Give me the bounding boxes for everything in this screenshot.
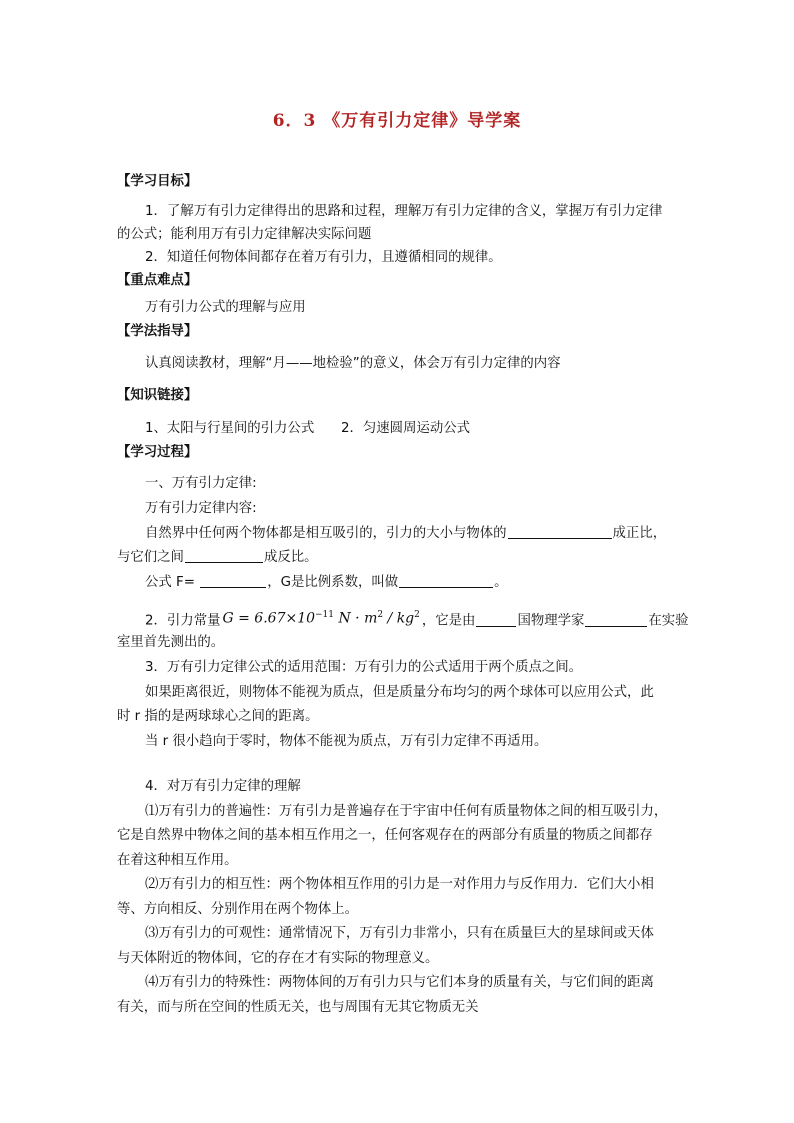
law-sentence-text-b: 成正比， <box>612 526 667 541</box>
understanding-1-line-2: 它是自然界中物体之间的基本相互作用之一，任何客观存在的两部分有质量的物质之间都存 <box>117 828 653 843</box>
link-text: 1、太阳与行星间的引力公式 2．匀速圆周运动公式 <box>145 421 471 436</box>
scope-2-line-2: 时 r 指的是两球球心之间的距离。 <box>117 709 319 724</box>
formula-label: 公式 F= <box>145 575 195 590</box>
blank-constant-name-field[interactable] <box>399 573 493 588</box>
formula-g-value: G = 6.67×10 <box>222 610 316 627</box>
blank-country-field[interactable] <box>476 612 516 627</box>
blank-distance-field[interactable] <box>185 548 263 563</box>
law-content-label: 万有引力定律内容: <box>145 501 257 516</box>
understanding-4-line-1: ⑷万有引力的特殊性：两物体间的万有引力只与它们本身的质量有关，与它们间的距离 <box>145 975 654 990</box>
section-heading-process: 【学习过程】 <box>117 445 198 460</box>
law-sentence-text-c: 与它们之间 <box>117 550 184 565</box>
understanding-1-line-3: 在着这种相互作用。 <box>117 853 238 868</box>
understanding-2-line-2: 等、方向相反、分别作用在两个物体上。 <box>117 902 359 917</box>
understanding-heading: 4．对万有引力定律的理解 <box>145 779 301 794</box>
document-title: 6．3 《万有引力定律》导学案 <box>272 111 522 131</box>
section-heading-link: 【知识链接】 <box>117 388 198 403</box>
formula-g-text: ，G是比例系数，叫做 <box>267 575 399 590</box>
constant-text-b: ，它是由 <box>421 613 476 629</box>
key-text: 万有引力公式的理解与应用 <box>145 300 306 315</box>
goal-1-line-2: 的公式；能利用万有引力定律解决实际问题 <box>117 227 372 242</box>
blank-physicist-field[interactable] <box>585 612 647 627</box>
constant-text-c: 国物理学家 <box>517 613 585 629</box>
constant-text-d: 在实验 <box>648 613 689 629</box>
formula-unit-kg-exponent: 2 <box>414 610 420 620</box>
section-heading-method: 【学法指导】 <box>117 324 198 339</box>
law-sentence-text-a: 自然界中任何两个物体都是相互吸引的，引力的大小与物体的 <box>145 526 507 541</box>
scope-3: 当 r 很小趋向于零时，物体不能视为质点，万有引力定律不再适用。 <box>145 734 548 749</box>
gravitational-constant-formula <box>222 605 419 629</box>
formula-g-exponent: −11 <box>315 610 335 620</box>
blank-mass-field[interactable] <box>508 524 612 539</box>
understanding-2-line-1: ⑵万有引力的相互性：两个物体相互作用的引力是一对作用力与反作用力．它们大小相 <box>145 877 654 892</box>
law-sentence-text-d: 成反比。 <box>263 550 318 565</box>
formula-line <box>145 573 508 593</box>
section-heading-key: 【重点难点】 <box>117 273 198 288</box>
method-text: 认真阅读教材，理解“月——地检验”的意义，体会万有引力定律的内容 <box>145 356 561 371</box>
goal-2: 2．知道任何物体间都存在着万有引力，且遵循相同的规律。 <box>145 250 502 265</box>
law-sentence-line-2 <box>117 548 318 568</box>
goal-1-line-1: 1．了解万有引力定律得出的思路和过程，理解万有引力定律的含义，掌握万有引力定律 <box>145 204 663 219</box>
gravitational-constant-line <box>145 605 689 632</box>
constant-label: 2．引力常量 <box>145 613 221 629</box>
scope-line: 3．万有引力定律公式的适用范围：万有引力的公式适用于两个质点之间。 <box>145 660 583 675</box>
law-sentence-line-1 <box>145 524 666 544</box>
formula-end: 。 <box>494 575 508 590</box>
understanding-3-line-2: 与天体附近的物体间，它的存在才有实际的物理意义。 <box>117 951 439 966</box>
scope-2-line-1: 如果距离很近，则物体不能视为质点，但是质量分布均匀的两个球体可以应用公式，此 <box>145 685 654 700</box>
blank-formula-field[interactable] <box>200 573 266 588</box>
constant-line-2: 室里首先测出的。 <box>117 635 225 650</box>
formula-unit-m-exponent: 2 <box>377 610 384 620</box>
understanding-3-line-1: ⑶万有引力的可观性：通常情况下，万有引力非常小，只有在质量巨大的星球间或天体 <box>145 926 654 941</box>
formula-unit-nm: N · m <box>334 610 378 627</box>
formula-unit-kg: / kg <box>383 610 415 627</box>
understanding-1-line-1: ⑴万有引力的普遍性：万有引力是普遍存在于宇宙中任何有质量物体之间的相互吸引力， <box>145 804 668 819</box>
understanding-4-line-2: 有关，而与所在空间的性质无关，也与周围有无其它物质无关 <box>117 1000 479 1015</box>
part-1-heading: 一、万有引力定律: <box>145 476 257 491</box>
section-heading-goals: 【学习目标】 <box>117 174 198 189</box>
